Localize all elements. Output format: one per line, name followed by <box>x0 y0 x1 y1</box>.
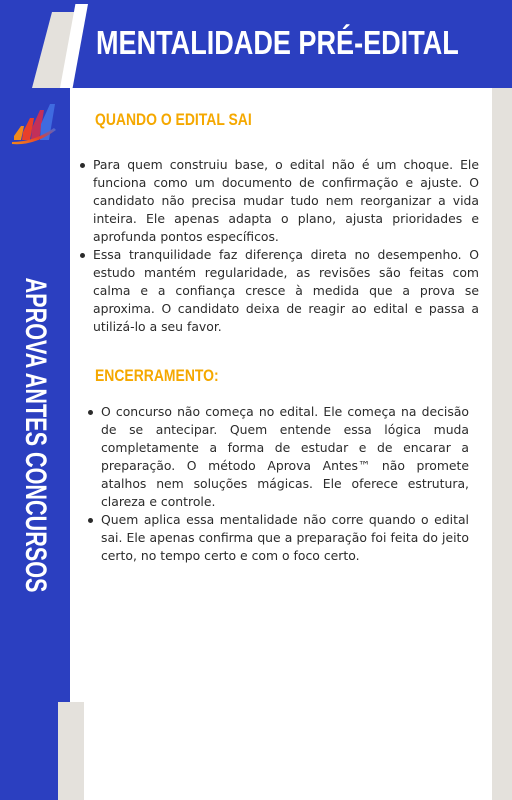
section-heading-encerramento: ENCERRAMENTO: <box>95 366 219 385</box>
section1-bullet-list <box>77 156 479 336</box>
right-decor-strip <box>492 88 512 800</box>
vertical-brand-title-text: APROVA ANTES CONCURSOS <box>19 277 52 593</box>
bar-chart-logo-icon <box>8 100 60 152</box>
bottom-decor-block <box>58 702 84 800</box>
list-item: Quem aplica essa mentalidade não corre quando o edital sai. Ele apenas confirma que a preparação foi feita do jeito certo, no tempo certo e com o foco certo. <box>85 511 469 565</box>
section-heading-quando-o-edital-sai: QUANDO O EDITAL SAI <box>95 110 252 129</box>
list-item: Essa tranquilidade faz diferença direta no desempenho. O estudo mantém regularidade, as revisões são feitas com calma e a confiança cresce à medida que a prova se aproxima. O candidato deixa de reagir ao edital e passa a utilizá-lo a seu favor. <box>77 246 479 336</box>
vertical-brand-title <box>18 216 52 653</box>
page-title: MENTALIDADE PRÉ-EDITAL <box>96 24 459 61</box>
list-item: O concurso não começa no edital. Ele começa na decisão de se antecipar. Quem entende essa lógica muda completamente a forma de estudar e de encarar a preparação. O método Aprova Antes™ não promete atalhos nem soluções mágicas. Ele oferece estrutura, clareza e controle. <box>85 403 469 511</box>
list-item: Para quem construiu base, o edital não é um choque. Ele funciona como um documento de confirmação e ajuste. O candidato não precisa mudar tudo nem reorganizar a vida inteira. Ele apenas adapta o plano, ajusta prioridades e aprofunda pontos específicos. <box>77 156 479 246</box>
section2-bullet-list <box>85 403 469 565</box>
